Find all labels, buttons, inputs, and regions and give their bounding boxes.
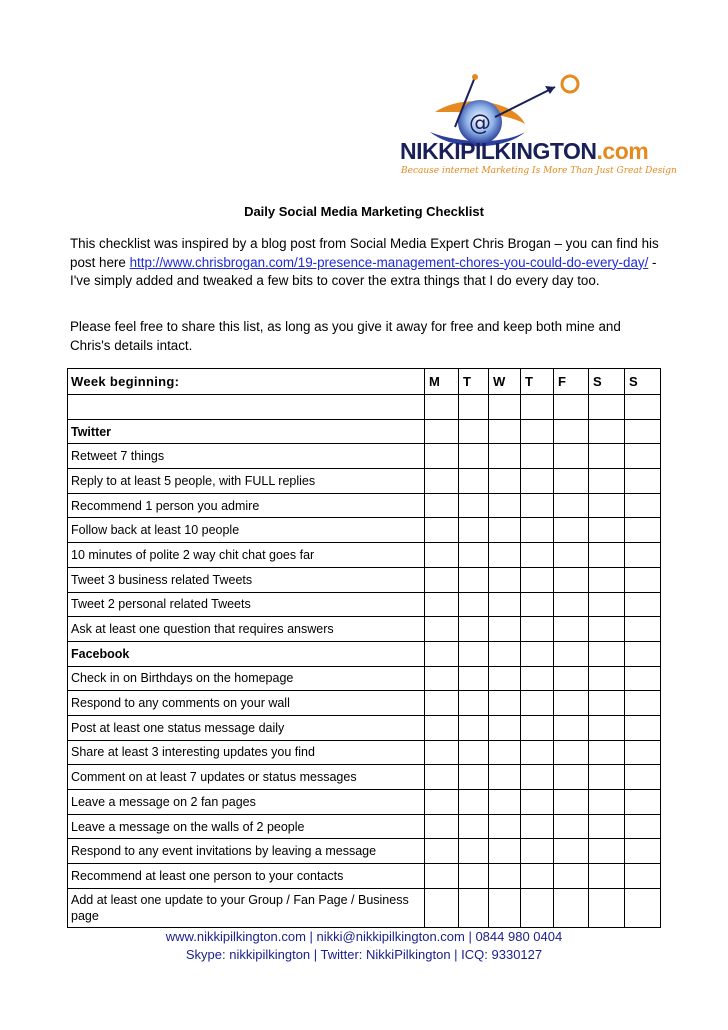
check-cell[interactable] [425, 765, 459, 790]
task-label: Check in on Birthdays on the homepage [68, 666, 425, 691]
check-cell[interactable] [459, 543, 489, 568]
check-cell[interactable] [489, 493, 521, 518]
check-cell[interactable] [459, 567, 489, 592]
check-cell[interactable] [625, 888, 661, 927]
check-cell[interactable] [521, 691, 554, 716]
check-cell[interactable] [554, 469, 589, 494]
check-cell[interactable] [459, 469, 489, 494]
check-cell[interactable] [489, 715, 521, 740]
check-cell[interactable] [625, 839, 661, 864]
check-cell[interactable] [521, 444, 554, 469]
check-cell[interactable] [459, 839, 489, 864]
check-cell[interactable] [425, 395, 459, 420]
day-header-tue: T [459, 369, 489, 395]
table-row [68, 888, 661, 927]
check-cell[interactable] [459, 444, 489, 469]
check-cell[interactable] [554, 518, 589, 543]
table-row [68, 395, 661, 420]
table-row [68, 469, 661, 494]
footer-line-1: www.nikkipilkington.com | nikki@nikkipilkington.com | 0844 980 0404 [165, 929, 563, 944]
task-label: Post at least one status message daily [68, 715, 425, 740]
page-title: Daily Social Media Marketing Checklist [244, 204, 484, 219]
check-cell[interactable] [521, 592, 554, 617]
check-cell[interactable] [489, 543, 521, 568]
check-cell[interactable] [425, 567, 459, 592]
check-cell[interactable] [521, 888, 554, 927]
check-cell[interactable] [489, 691, 521, 716]
check-cell[interactable] [625, 765, 661, 790]
check-cell[interactable] [589, 444, 625, 469]
check-cell[interactable] [425, 518, 459, 543]
check-cell[interactable] [521, 666, 554, 691]
check-cell[interactable] [589, 419, 625, 444]
logo-name-part3: .com [596, 138, 649, 164]
check-cell[interactable] [554, 395, 589, 420]
check-cell[interactable] [489, 839, 521, 864]
check-cell[interactable] [489, 740, 521, 765]
check-cell[interactable] [589, 888, 625, 927]
table-header-row [68, 369, 661, 395]
check-cell[interactable] [554, 888, 589, 927]
check-cell[interactable] [521, 839, 554, 864]
check-cell[interactable] [489, 641, 521, 666]
check-cell[interactable] [489, 666, 521, 691]
check-cell[interactable] [489, 814, 521, 839]
table-row [68, 765, 661, 790]
check-cell[interactable] [625, 814, 661, 839]
task-label: Add at least one update to your Group / Fan Page / Business page [68, 888, 425, 927]
table-row [68, 666, 661, 691]
task-label: Ask at least one question that requires answers [68, 617, 425, 642]
task-label: 10 minutes of polite 2 way chit chat goes far [68, 543, 425, 568]
check-cell[interactable] [554, 691, 589, 716]
check-cell[interactable] [554, 617, 589, 642]
check-cell[interactable] [625, 493, 661, 518]
section-label: Twitter [68, 419, 425, 444]
check-cell[interactable] [589, 543, 625, 568]
check-cell[interactable] [589, 567, 625, 592]
task-label: Tweet 2 personal related Tweets [68, 592, 425, 617]
table-row [68, 790, 661, 815]
check-cell[interactable] [625, 715, 661, 740]
check-cell[interactable] [489, 444, 521, 469]
week-beginning-label: Week beginning: [68, 369, 425, 395]
task-label: Leave a message on the walls of 2 people [68, 814, 425, 839]
check-cell[interactable] [425, 888, 459, 927]
check-cell[interactable] [625, 395, 661, 420]
check-cell[interactable] [459, 617, 489, 642]
task-label: Recommend 1 person you admire [68, 493, 425, 518]
check-cell[interactable] [425, 469, 459, 494]
task-label: Tweet 3 business related Tweets [68, 567, 425, 592]
check-cell[interactable] [489, 518, 521, 543]
check-cell[interactable] [459, 790, 489, 815]
task-label [68, 395, 425, 420]
share-paragraph: Please feel free to share this list, as long as you give it away for free and keep both mine and Chris's details intact. [70, 319, 621, 353]
check-cell[interactable] [521, 740, 554, 765]
task-label: Leave a message on 2 fan pages [68, 790, 425, 815]
check-cell[interactable] [521, 641, 554, 666]
checklist-table [67, 368, 661, 928]
check-cell[interactable] [589, 617, 625, 642]
table-row [68, 814, 661, 839]
task-label: Retweet 7 things [68, 444, 425, 469]
logo-name-part1: NIKKI [400, 138, 461, 164]
check-cell[interactable] [625, 518, 661, 543]
table-row [68, 691, 661, 716]
check-cell[interactable] [589, 839, 625, 864]
check-cell[interactable] [554, 592, 589, 617]
task-label: Share at least 3 interesting updates you find [68, 740, 425, 765]
check-cell[interactable] [459, 518, 489, 543]
check-cell[interactable] [554, 543, 589, 568]
check-cell[interactable] [459, 888, 489, 927]
check-cell[interactable] [459, 666, 489, 691]
logo-name-part2: PILKINGTON [460, 138, 597, 164]
task-label: Comment on at least 7 updates or status messages [68, 765, 425, 790]
check-cell[interactable] [459, 395, 489, 420]
blog-post-link[interactable]: http://www.chrisbrogan.com/19-presence-management-chores-you-could-do-every-day/ [129, 254, 649, 270]
svg-text:@: @ [469, 111, 491, 136]
check-cell[interactable] [625, 790, 661, 815]
check-cell[interactable] [589, 666, 625, 691]
check-cell[interactable] [425, 790, 459, 815]
check-cell[interactable] [625, 543, 661, 568]
section-header-row [68, 641, 661, 666]
check-cell[interactable] [589, 790, 625, 815]
check-cell[interactable] [554, 790, 589, 815]
check-cell[interactable] [459, 740, 489, 765]
table-row [68, 493, 661, 518]
check-cell[interactable] [425, 543, 459, 568]
check-cell[interactable] [459, 641, 489, 666]
task-label: Reply to at least 5 people, with FULL replies [68, 469, 425, 494]
check-cell[interactable] [425, 444, 459, 469]
check-cell[interactable] [425, 740, 459, 765]
check-cell[interactable] [521, 518, 554, 543]
day-header-thu: T [521, 369, 554, 395]
check-cell[interactable] [625, 864, 661, 889]
logo-tagline: Because internet Marketing Is More Than Just Great Design [401, 166, 677, 176]
check-cell[interactable] [554, 666, 589, 691]
task-label: Recommend at least one person to your contacts [68, 864, 425, 889]
check-cell[interactable] [425, 691, 459, 716]
check-cell[interactable] [425, 592, 459, 617]
task-label: Respond to any comments on your wall [68, 691, 425, 716]
check-cell[interactable] [589, 395, 625, 420]
check-cell[interactable] [589, 814, 625, 839]
check-cell[interactable] [425, 641, 459, 666]
check-cell[interactable] [625, 419, 661, 444]
check-cell[interactable] [521, 543, 554, 568]
table-row [68, 444, 661, 469]
check-cell[interactable] [459, 419, 489, 444]
section-label: Facebook [68, 641, 425, 666]
check-cell[interactable] [489, 395, 521, 420]
check-cell[interactable] [589, 765, 625, 790]
check-cell[interactable] [459, 592, 489, 617]
check-cell[interactable] [589, 592, 625, 617]
check-cell[interactable] [489, 617, 521, 642]
check-cell[interactable] [459, 814, 489, 839]
table-row [68, 715, 661, 740]
table-row [68, 740, 661, 765]
check-cell[interactable] [625, 691, 661, 716]
check-cell[interactable] [459, 493, 489, 518]
check-cell[interactable] [521, 790, 554, 815]
check-cell[interactable] [589, 715, 625, 740]
check-cell[interactable] [521, 469, 554, 494]
check-cell[interactable] [489, 864, 521, 889]
section-header-row [68, 419, 661, 444]
table-row [68, 543, 661, 568]
footer-contact [0, 928, 728, 964]
check-cell[interactable] [625, 666, 661, 691]
check-cell[interactable] [554, 765, 589, 790]
check-cell[interactable] [625, 641, 661, 666]
check-cell[interactable] [489, 888, 521, 927]
check-cell[interactable] [554, 444, 589, 469]
check-cell[interactable] [589, 641, 625, 666]
check-cell[interactable] [521, 715, 554, 740]
check-cell[interactable] [521, 395, 554, 420]
check-cell[interactable] [521, 493, 554, 518]
check-cell[interactable] [521, 765, 554, 790]
check-cell[interactable] [625, 592, 661, 617]
check-cell[interactable] [625, 617, 661, 642]
check-cell[interactable] [625, 740, 661, 765]
intro-paragraph [70, 235, 660, 291]
footer-line-2: Skype: nikkipilkington | Twitter: NikkiPilkington | ICQ: 9330127 [185, 947, 543, 962]
check-cell[interactable] [521, 617, 554, 642]
check-cell[interactable] [521, 419, 554, 444]
table-row [68, 617, 661, 642]
check-cell[interactable] [459, 715, 489, 740]
check-cell[interactable] [554, 419, 589, 444]
table-row [68, 839, 661, 864]
check-cell[interactable] [554, 839, 589, 864]
table-row [68, 592, 661, 617]
check-cell[interactable] [589, 864, 625, 889]
check-cell[interactable] [425, 864, 459, 889]
table-row [68, 567, 661, 592]
table-row [68, 864, 661, 889]
check-cell[interactable] [625, 567, 661, 592]
check-cell[interactable] [554, 567, 589, 592]
check-cell[interactable] [425, 666, 459, 691]
check-cell[interactable] [554, 641, 589, 666]
check-cell[interactable] [425, 814, 459, 839]
check-cell[interactable] [589, 469, 625, 494]
check-cell[interactable] [625, 444, 661, 469]
check-cell[interactable] [425, 419, 459, 444]
check-cell[interactable] [589, 691, 625, 716]
check-cell[interactable] [489, 419, 521, 444]
day-header-sat: S [589, 369, 625, 395]
check-cell[interactable] [589, 518, 625, 543]
check-cell[interactable] [489, 592, 521, 617]
check-cell[interactable] [489, 469, 521, 494]
day-header-sun: S [625, 369, 661, 395]
task-label: Respond to any event invitations by leaving a message [68, 839, 425, 864]
check-cell[interactable] [554, 493, 589, 518]
check-cell[interactable] [521, 814, 554, 839]
check-cell[interactable] [521, 567, 554, 592]
check-cell[interactable] [425, 715, 459, 740]
check-cell[interactable] [459, 864, 489, 889]
check-cell[interactable] [489, 790, 521, 815]
check-cell[interactable] [459, 691, 489, 716]
check-cell[interactable] [589, 740, 625, 765]
check-cell[interactable] [425, 493, 459, 518]
check-cell[interactable] [459, 765, 489, 790]
intro-text-after: - I've simply added and tweaked a few bits to cover the extra things that I do every day too. [70, 254, 657, 288]
day-header-fri: F [554, 369, 589, 395]
day-header-mon: M [425, 369, 459, 395]
check-cell[interactable] [489, 765, 521, 790]
check-cell[interactable] [554, 864, 589, 889]
task-label: Follow back at least 10 people [68, 518, 425, 543]
check-cell[interactable] [554, 715, 589, 740]
check-cell[interactable] [554, 814, 589, 839]
logo-wordmark [400, 140, 648, 163]
check-cell[interactable] [521, 864, 554, 889]
day-header-wed: W [489, 369, 521, 395]
check-cell[interactable] [589, 493, 625, 518]
check-cell[interactable] [489, 567, 521, 592]
table-row [68, 518, 661, 543]
check-cell[interactable] [425, 839, 459, 864]
check-cell[interactable] [625, 469, 661, 494]
intro-text-before: This checklist was inspired by a blog post from Social Media Expert Chris Brogan – you can find his post here [70, 236, 659, 270]
check-cell[interactable] [425, 617, 459, 642]
check-cell[interactable] [554, 740, 589, 765]
